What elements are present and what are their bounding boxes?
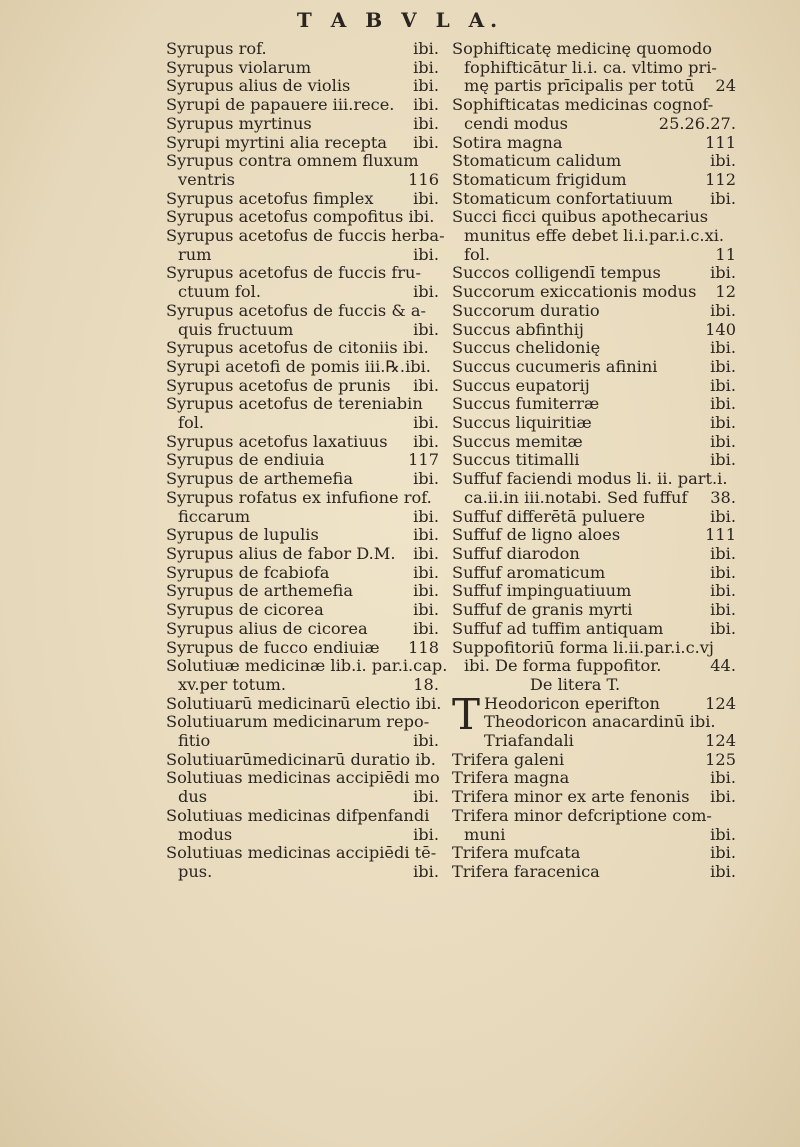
entry-text: Syrupus acetofus de citoniis ibi. xyxy=(166,338,429,358)
entry-text: Syrupus acetofus de tereniabin xyxy=(166,394,423,414)
index-entry xyxy=(166,601,441,620)
entry-text: Solutiuarum medicinarum repo- xyxy=(166,712,430,732)
index-entry xyxy=(166,695,441,714)
entry-text: Syrupi myrtini alia recepta xyxy=(166,132,388,152)
entry-text: Trifera minor ex arte fenonis xyxy=(452,787,690,807)
entry-reference: 112 xyxy=(705,169,736,189)
index-entry xyxy=(166,77,441,96)
entry-reference: ibi. xyxy=(710,300,736,320)
index-entry xyxy=(452,377,738,396)
index-entry xyxy=(452,508,738,527)
entry-text: Syrupus rofatus ex infufione rof. xyxy=(166,487,432,507)
entry-reference: ibi. xyxy=(710,263,736,283)
entry-reference: 116 xyxy=(408,169,439,189)
entry-text: Succus titimalli xyxy=(452,450,580,470)
entry-text: fophifticātur li.i. ca. vltimo pri- xyxy=(464,57,717,77)
index-entry xyxy=(452,59,738,78)
index-entry xyxy=(166,489,441,508)
entry-text: Syrupus alius de cicorea xyxy=(166,618,368,638)
index-entry xyxy=(166,171,441,190)
entry-reference: ibi. xyxy=(413,282,439,302)
index-entry xyxy=(166,96,441,115)
entry-reference: ibi. xyxy=(413,132,439,152)
entry-text: Syrupus de cicorea xyxy=(166,600,324,620)
entry-text: Suffuf faciendi modus li. ii. part.i. xyxy=(452,469,728,489)
entry-text: Suffuf de ligno aloes xyxy=(452,525,621,545)
entry-text: Succus cucumeris afinini xyxy=(452,356,658,376)
index-entry xyxy=(166,377,441,396)
index-entry xyxy=(452,283,738,302)
index-entry xyxy=(166,470,441,489)
index-entry xyxy=(166,302,441,321)
entry-reference: ibi. xyxy=(413,413,439,433)
index-entry xyxy=(452,863,738,882)
index-entry xyxy=(166,190,441,209)
entry-text: ctuum fol. xyxy=(178,282,261,302)
entry-reference: ibi. xyxy=(710,787,736,807)
index-entry xyxy=(166,863,441,882)
index-entry xyxy=(166,564,441,583)
entry-reference: ibi. xyxy=(413,76,439,96)
index-entry xyxy=(452,751,738,770)
entry-reference: ibi. xyxy=(413,95,439,115)
index-entry xyxy=(452,470,738,489)
index-entry xyxy=(166,732,441,751)
entry-text: Solutiuas medicinas accipiēdi mo xyxy=(166,768,440,788)
index-entry xyxy=(452,807,738,826)
index-entry xyxy=(166,769,441,788)
entry-text: Syrupus acetofus de fuccis fru- xyxy=(166,263,421,283)
index-entry xyxy=(452,321,738,340)
entry-text: Suffuf de granis myrti xyxy=(452,600,633,620)
index-entry xyxy=(452,40,738,59)
entry-reference: ibi. xyxy=(710,188,736,208)
index-entry xyxy=(452,526,738,545)
entry-reference: ibi. xyxy=(710,506,736,526)
index-entry xyxy=(452,713,738,732)
index-entry xyxy=(166,656,448,676)
entry-text: Trifera galeni xyxy=(452,749,565,769)
index-entry xyxy=(166,152,441,171)
entry-text: quis fructuum xyxy=(178,319,294,339)
entry-text: rum xyxy=(178,244,212,264)
entry-text: Syrupus alius de fabor D.M. xyxy=(166,543,396,563)
index-entry xyxy=(452,246,738,265)
index-entry xyxy=(166,115,441,134)
entry-text: pus. xyxy=(178,861,213,881)
entry-reference: ibi. xyxy=(413,375,439,395)
entry-reference: ibi. xyxy=(710,450,736,470)
index-entry xyxy=(166,676,441,695)
entry-text: Stomaticum confortatiuum xyxy=(452,188,673,208)
index-entry xyxy=(452,620,738,639)
index-entry xyxy=(166,59,441,78)
entry-text: Syrupus de endiuia xyxy=(166,450,325,470)
index-entry xyxy=(452,639,738,658)
entry-reference: ibi. xyxy=(710,338,736,358)
entry-reference: ibi. xyxy=(413,469,439,489)
entry-reference: ibi. xyxy=(413,188,439,208)
entry-reference: 11 xyxy=(715,244,736,264)
entry-text: Stomaticum calidum xyxy=(452,151,622,171)
entry-reference: ibi. xyxy=(710,543,736,563)
index-entry xyxy=(166,339,441,358)
index-entry xyxy=(166,433,441,452)
entry-text: Syrupus acetofus de fuccis herba- xyxy=(166,226,445,246)
entry-text: Succus memitæ xyxy=(452,431,583,451)
index-entry xyxy=(166,451,441,470)
index-entry xyxy=(166,208,441,227)
index-entry xyxy=(166,526,441,545)
entry-reference: 12 xyxy=(715,282,736,302)
index-entry xyxy=(452,788,738,807)
entry-text: dus xyxy=(178,787,208,807)
entry-text: Sophifticatę medicinę quomodo xyxy=(452,39,713,58)
entry-text: Trifera magna xyxy=(452,768,570,788)
index-entry xyxy=(166,713,441,732)
page-header: T A B V L A. xyxy=(296,8,504,32)
index-entry xyxy=(452,732,738,751)
entry-reference: ibi. xyxy=(710,843,736,863)
index-entry xyxy=(452,769,738,788)
entry-reference: ibi. xyxy=(413,618,439,638)
index-entry xyxy=(452,152,738,171)
entry-text: Succorum exiccationis modus xyxy=(452,282,697,302)
entry-text: ficcarum xyxy=(178,506,251,526)
index-entry xyxy=(452,695,738,714)
entry-text: munitus effe debet li.i.par.i.c.xi. xyxy=(464,226,725,246)
entry-reference: ibi. xyxy=(413,57,439,77)
right-column xyxy=(452,40,738,882)
index-entry xyxy=(166,226,445,246)
index-entry xyxy=(166,639,441,658)
index-entry xyxy=(452,414,738,433)
index-entry xyxy=(452,433,738,452)
entry-reference: ibi. xyxy=(710,356,736,376)
entry-reference: ibi. xyxy=(413,824,439,844)
index-entry xyxy=(452,171,738,190)
entry-text: Succus chelidonię xyxy=(452,338,601,358)
entry-reference: ibi. xyxy=(413,543,439,563)
index-entry xyxy=(452,826,738,845)
entry-text: Triafandali xyxy=(484,731,574,751)
entry-reference: 118 xyxy=(408,637,439,657)
entry-text: Succus liquiritiæ xyxy=(452,413,592,433)
entry-reference: 117 xyxy=(408,450,439,470)
entry-text: Solutiuarū medicinarū electio ibi. xyxy=(166,693,442,713)
entry-reference: ibi. xyxy=(413,39,439,58)
entry-text: Succi ficci quibus apothecarius xyxy=(452,207,709,227)
entry-text: Suffuf diarodon xyxy=(452,543,580,563)
entry-reference: ibi. xyxy=(413,319,439,339)
entry-text: Sotira magna xyxy=(452,132,563,152)
entry-reference: ibi. xyxy=(710,618,736,638)
index-entry xyxy=(166,788,441,807)
index-entry xyxy=(452,302,738,321)
entry-text: Solutiuæ medicinæ lib.i. par.i.cap. xyxy=(166,656,448,676)
entry-reference: 111 xyxy=(705,525,736,545)
entry-text: fol. xyxy=(464,244,491,264)
entry-reference: ibi. xyxy=(710,562,736,582)
entry-text: Succus eupatorij xyxy=(452,375,590,395)
index-entry xyxy=(452,190,738,209)
index-entry xyxy=(452,601,738,620)
entry-text: Syrupus acetofus fimplex xyxy=(166,188,374,208)
entry-text: Syrupus myrtinus xyxy=(166,113,312,133)
index-entry xyxy=(452,134,738,153)
index-entry xyxy=(452,264,738,283)
entry-text: Suppofitoriū forma li.ii.par.i.c.vj xyxy=(452,637,714,657)
index-entry xyxy=(452,844,738,863)
entry-reference: 140 xyxy=(705,319,736,339)
index-entry xyxy=(166,620,441,639)
entry-reference: 25.26.27. xyxy=(658,113,736,133)
entry-reference: ibi. xyxy=(413,506,439,526)
entry-text: Solutiuarūmedicinarū duratio ib. xyxy=(166,749,436,769)
entry-text: Succus fumiterræ xyxy=(452,394,600,414)
index-entry xyxy=(452,564,738,583)
entry-text: Solutiuas medicinas difpenfandi xyxy=(166,805,430,825)
entry-text: Syrupus acetofus laxatiuus xyxy=(166,431,388,451)
index-entry xyxy=(166,807,441,826)
entry-reference: 124 xyxy=(705,693,736,713)
entry-reference: ibi. xyxy=(413,562,439,582)
entry-text: Suffuf differētā puluere xyxy=(452,506,646,526)
entry-text: cendi modus xyxy=(464,113,568,133)
index-entry xyxy=(452,115,738,134)
index-entry xyxy=(166,582,441,601)
entry-text: Syrupus acetofus de prunis xyxy=(166,375,391,395)
entry-text: muni xyxy=(464,824,506,844)
index-entry xyxy=(452,96,738,115)
entry-reference: ibi. xyxy=(710,394,736,414)
entry-text: ibi. De forma fuppofitor. xyxy=(464,656,662,676)
index-entry xyxy=(452,395,738,414)
index-entry xyxy=(166,40,441,59)
entry-text: ventris xyxy=(178,169,235,189)
entry-reference: 125 xyxy=(705,749,736,769)
entry-reference: ibi. xyxy=(413,431,439,451)
entry-reference: ibi. xyxy=(413,731,439,751)
index-entry xyxy=(452,582,738,601)
entry-reference: ibi. xyxy=(710,431,736,451)
entry-text: Trifera mufcata xyxy=(452,843,581,863)
entry-reference: ibi. xyxy=(710,600,736,620)
index-entry xyxy=(166,508,441,527)
index-entry xyxy=(166,826,441,845)
index-entry xyxy=(452,227,738,246)
entry-text: Syrupus de lupulis xyxy=(166,525,319,545)
entry-text: Syrupus acetofus compofitus ibi. xyxy=(166,207,435,227)
index-entry xyxy=(452,545,738,564)
index-entry xyxy=(452,77,738,96)
index-entry xyxy=(452,657,738,676)
entry-reference: 111 xyxy=(705,132,736,152)
entry-text: Syrupus contra omnem fluxum xyxy=(166,151,419,171)
entry-text: Succorum duratio xyxy=(452,300,600,320)
entry-text: Syrupus alius de violis xyxy=(166,76,351,96)
entry-text: Solutiuas medicinas accipiēdi tē- xyxy=(166,843,437,863)
entry-reference: ibi. xyxy=(413,244,439,264)
entry-text: Trifera faracenica xyxy=(452,861,600,881)
index-entry xyxy=(166,358,441,377)
entry-reference: ibi. xyxy=(710,861,736,881)
entry-text: Heodoricon eperifton xyxy=(484,693,660,713)
index-entry xyxy=(166,283,441,302)
entry-reference: 44. xyxy=(710,656,736,676)
entry-text: ca.ii.in iii.notabi. Sed fuffuf xyxy=(464,487,688,507)
entry-reference: ibi. xyxy=(413,600,439,620)
entry-text: Suffuf impinguatiuum xyxy=(452,581,632,601)
index-entry xyxy=(166,321,441,340)
entry-text: modus xyxy=(178,824,233,844)
entry-text: Succos colligendī tempus xyxy=(452,263,661,283)
entry-text: mę partis prīcipalis per totū xyxy=(464,76,695,96)
entry-reference: 18. xyxy=(413,674,439,694)
entry-text: Syrupus rof. xyxy=(166,39,267,58)
section-heading: De litera T. xyxy=(529,674,621,694)
entry-text: fitio xyxy=(178,731,211,751)
entry-text: fol. xyxy=(178,413,205,433)
entry-text: Syrupi acetofi de pomis iii.℞.ibi. xyxy=(166,356,431,376)
index-entry xyxy=(166,414,441,433)
entry-text: Trifera minor defcriptione com- xyxy=(452,805,712,825)
entry-reference: 124 xyxy=(705,731,736,751)
entry-reference: ibi. xyxy=(413,861,439,881)
entry-reference: 38. xyxy=(710,487,736,507)
entry-text: Syrupus de fcabiofa xyxy=(166,562,330,582)
index-entry xyxy=(166,751,441,770)
index-entry xyxy=(452,489,738,508)
entry-reference: ibi. xyxy=(710,581,736,601)
entry-reference: ibi. xyxy=(413,525,439,545)
index-entry xyxy=(166,264,441,283)
entry-text: Sophifticatas medicinas cognof- xyxy=(452,95,714,115)
entry-text: Syrupus de fucco endiuiæ xyxy=(166,637,380,657)
drop-cap-letter: T xyxy=(452,689,481,739)
entry-text: Syrupus de arthemefia xyxy=(166,581,354,601)
index-entry xyxy=(166,545,441,564)
entry-reference: ibi. xyxy=(710,413,736,433)
entry-text: Syrupi de papauere iii.rece. xyxy=(166,95,395,115)
entry-text: Succus abfinthij xyxy=(452,319,584,339)
entry-text: Syrupus acetofus de fuccis & a- xyxy=(166,300,426,320)
entry-text: Suffuf ad tuffim antiquam xyxy=(452,618,664,638)
entry-reference: ibi. xyxy=(413,787,439,807)
entry-reference: ibi. xyxy=(413,113,439,133)
index-entry xyxy=(452,358,738,377)
index-entry xyxy=(166,395,441,414)
index-entry xyxy=(452,339,738,358)
entry-reference: ibi. xyxy=(710,768,736,788)
entry-reference: ibi. xyxy=(710,151,736,171)
index-entry xyxy=(166,246,441,265)
entry-text: Syrupus de arthemefia xyxy=(166,469,354,489)
entry-text: Syrupus violarum xyxy=(166,57,312,77)
section-t-block xyxy=(452,689,738,882)
entry-reference: ibi. xyxy=(710,824,736,844)
index-entry xyxy=(452,208,738,227)
entry-text: Stomaticum frigidum xyxy=(452,169,627,189)
entry-reference: ibi. xyxy=(710,375,736,395)
entry-text: xv.per totum. xyxy=(178,674,286,694)
entry-text: Theodoricon anacardinū ibi. xyxy=(484,712,716,732)
entry-reference: ibi. xyxy=(413,581,439,601)
index-entry xyxy=(452,451,738,470)
index-entry xyxy=(166,134,441,153)
entry-reference: 24 xyxy=(715,76,736,96)
entry-text: Suffuf aromaticum xyxy=(452,562,606,582)
index-entry xyxy=(166,844,441,863)
left-column xyxy=(166,39,448,882)
